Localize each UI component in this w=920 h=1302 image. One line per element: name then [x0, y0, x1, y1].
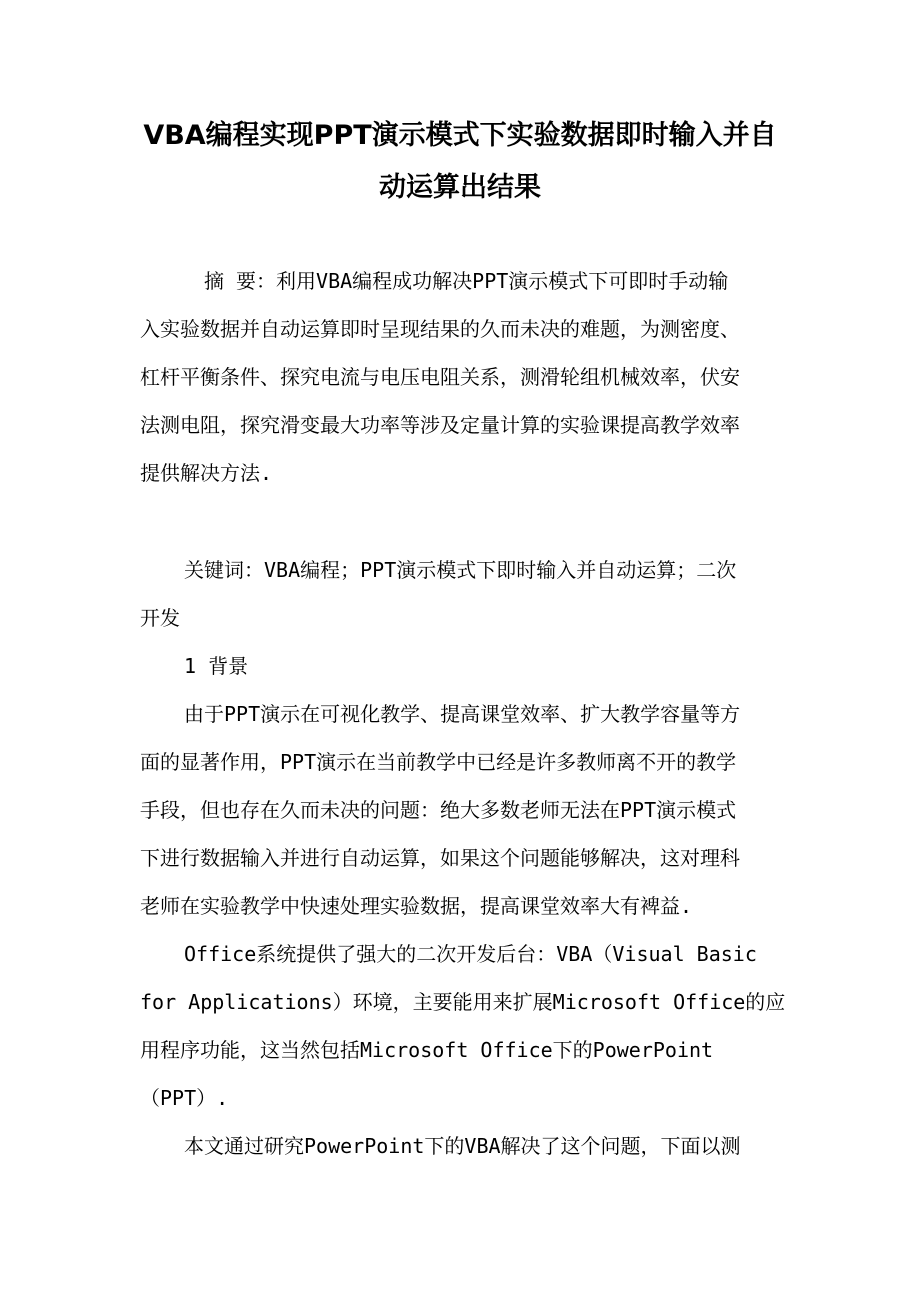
paragraph-line: Office系统提供了强大的二次开发后台：VBA（Visual Basic: [184, 942, 757, 966]
abstract-line: 法测电阻，探究滑变最大功率等涉及定量计算的实验课提高教学效率: [140, 413, 740, 437]
title-line-1: VBA编程实现PPT演示模式下实验数据即时输入并自: [143, 120, 777, 151]
abstract-line: 摘 要：利用VBA编程成功解决PPT演示模式下可即时手动输: [204, 269, 729, 293]
abstract-line: 杠杆平衡条件、探究电流与电压电阻关系，测滑轮组机械效率，伏安: [140, 365, 740, 389]
title-line-2: 动运算出结果: [379, 172, 541, 203]
paragraph-line: 手段，但也存在久而未决的问题：绝大多数老师无法在PPT演示模式: [140, 798, 737, 822]
paragraph-line: 下进行数据输入并进行自动运算，如果这个问题能够解决，这对理科: [140, 846, 740, 870]
paragraph-line: for Applications）环境，主要能用来扩展Microsoft Office的应: [140, 990, 786, 1014]
paragraph-line: 由于PPT演示在可视化教学、提高课堂效率、扩大教学容量等方: [184, 702, 741, 726]
paragraph-line: （PPT）.: [140, 1086, 229, 1110]
document-title: [120, 110, 800, 214]
keywords-line: 开发: [140, 606, 180, 630]
keywords-line: 关键词：VBA编程；PPT演示模式下即时输入并自动运算；二次: [184, 558, 737, 582]
paragraph-line: 老师在实验教学中快速处理实验数据，提高课堂效率大有裨益.: [140, 894, 693, 918]
paragraph-line: 本文通过研究PowerPoint下的VBA解决了这个问题，下面以测: [184, 1134, 741, 1158]
abstract-line: 入实验数据并自动运算即时呈现结果的久而未决的难题，为测密度、: [140, 317, 740, 341]
paragraph-line: 面的显著作用，PPT演示在当前教学中已经是许多教师离不开的教学: [140, 750, 737, 774]
section-heading: 1 背景: [184, 654, 249, 678]
abstract-line: 提供解决方法.: [140, 461, 273, 485]
paragraph-line: 用程序功能，这当然包括Microsoft Office下的PowerPoint: [140, 1038, 714, 1062]
